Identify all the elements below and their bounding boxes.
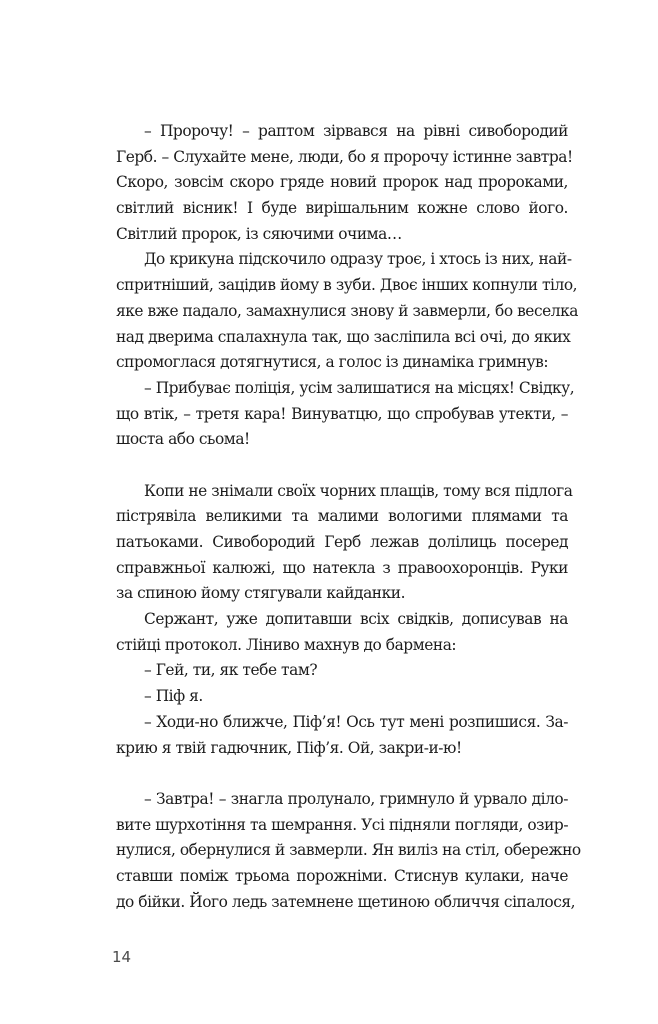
page-number: 14 (112, 948, 132, 966)
text-line: світлий вісник! І буде вирішальним кожне слово його. (116, 199, 568, 218)
paragraph (116, 787, 581, 915)
text-line: – Прибуває поліція, усім залишатися на місцях! Свідку, (144, 378, 575, 397)
text-line: Скоро, зовсім скоро гряде новий пророк над пророками, (116, 173, 568, 192)
text-line: шоста або сьома! (116, 430, 250, 449)
paragraph (116, 247, 578, 375)
text-line: До крикуна підскочило одразу троє, і хтось із них, най- (144, 250, 572, 269)
text-section (116, 119, 578, 453)
text-line: над дверима спалахнула так, що засліпила всі очі, до яких (116, 327, 571, 346)
text-line: – Пророчу! – раптом зірвався на рівні сивобородий (144, 122, 568, 140)
text-line: яке вже падало, замахнулися знову й завмерли, бо веселка (116, 301, 578, 320)
text-line: Копи не знімали своїх чорних плащів, тому вся підлога (144, 481, 573, 500)
text-line: – Ходи-но ближче, Піф’я! Ось тут мені розпишися. За- (144, 712, 568, 731)
text-section (116, 479, 573, 762)
text-line: спритніший, зацідив йому в зуби. Двоє інших копнули тіло, (116, 276, 578, 295)
text-section (116, 787, 581, 915)
paragraph (116, 684, 568, 710)
paragraph (116, 658, 568, 684)
text-line: за спиною йому стягували кайданки. (116, 584, 406, 603)
text-line: до бійки. Його ледь затемнене щетиною обличчя сіпалося, (116, 892, 576, 911)
text-line: справжньої калюжі, що натекла з правоохоронців. Руки (116, 558, 568, 577)
text-line: – Завтра! – знагла пролунало, гримнуло й урвало діло- (144, 789, 568, 808)
text-line: Світлий пророк, із сяючими очима… (116, 224, 402, 243)
text-line: нулися, обернулися й завмерли. Ян виліз на стіл, обережно (116, 841, 581, 860)
text-line: – Піф я. (144, 687, 203, 706)
text-line: патьоками. Сивобородий Герб лежав долілиць посеред (116, 533, 568, 551)
text-line: спромоглася дотягнутися, а голос із динаміка гримнув: (116, 353, 549, 372)
text-line: пістрявіла великими та малими вологими плямами та (116, 507, 568, 526)
paragraph (116, 376, 575, 453)
text-line: ставши поміж трьома порожніми. Стиснув кулаки, наче (116, 866, 568, 885)
text-line: Герб. – Слухайте мене, люди, бо я пророчу істинне завтра! (116, 147, 573, 166)
paragraph (116, 607, 568, 658)
text-line: крию я твій гадючник, Піф’я. Ой, закри-и-ю! (116, 738, 462, 757)
paragraph (116, 119, 573, 247)
text-line: Сержант, уже допитавши всіх свідків, дописував на (144, 610, 568, 629)
text-line: вите шурхотіння та шемрання. Усі підняли погляди, озир- (116, 815, 569, 834)
text-line: стійці протокол. Ліниво махнув до бармена: (116, 635, 457, 654)
section-break (116, 761, 568, 787)
paragraph (116, 710, 568, 761)
text-line: що втік, – третя кара! Винуватцю, що спробував утекти, – (116, 404, 568, 423)
page-body (116, 119, 581, 915)
paragraph (116, 479, 573, 607)
text-line: – Гей, ти, як тебе там? (144, 661, 318, 680)
section-break (116, 453, 568, 479)
